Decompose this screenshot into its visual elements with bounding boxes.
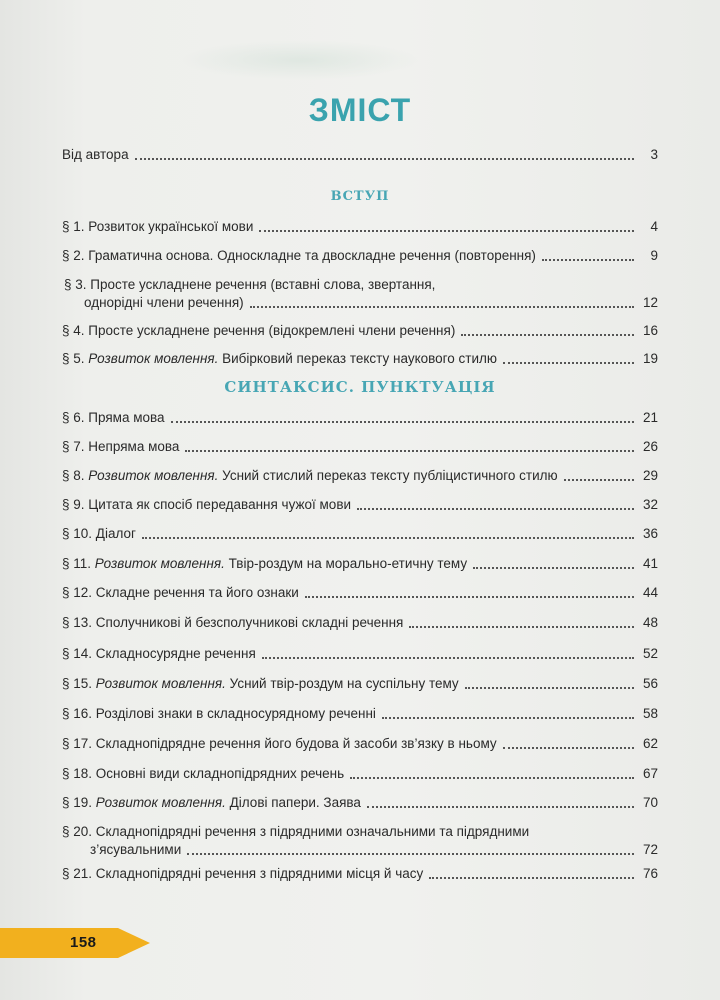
dot-leader [305,596,634,598]
toc-entry[interactable] [62,645,658,663]
dot-leader [187,853,634,855]
toc-entry-text: Просте ускладнене речення (відокремлені члени речення) [88,323,456,338]
toc-entry-number: § 18. [62,766,93,781]
toc-entry-intro[interactable] [62,146,658,164]
toc-page-number: 32 [642,497,658,512]
toc-page-number: 4 [650,219,658,234]
toc-entry[interactable] [62,525,658,543]
dot-leader [259,230,634,232]
toc-page-number: 21 [642,410,658,425]
toc-page-number: 9 [650,248,658,263]
toc-page-number: 29 [642,468,658,483]
toc-entry-text: Розділові знаки в складносурядному реченні [95,706,376,721]
toc-page-number: 41 [642,556,658,571]
toc-entry-text: Усний стислий переказ тексту публіцистичного стилю [222,468,558,483]
toc-entry-text: Складне речення та його ознаки [95,585,299,600]
dot-leader [382,717,634,719]
toc-entry-number: § 7. [62,439,85,454]
toc-entry-number: § 19. [62,795,93,810]
toc-entry-number: § 4. [62,323,85,338]
toc-entry[interactable] [62,247,658,265]
dot-leader [250,306,634,308]
toc-page-number: 58 [642,706,658,721]
toc-entry-text: Складнопідрядні речення з підрядними місця й часу [95,866,424,881]
toc-entry-text: Розвиток української мови [88,219,254,234]
toc-page-number: 16 [642,323,658,338]
toc-entry-text: Від автора [62,147,129,162]
toc-page-number: 36 [642,526,658,541]
toc-entry[interactable] [62,218,658,236]
toc-entry-number: § 17. [62,736,93,751]
toc-entry[interactable] [62,496,658,514]
dot-leader [465,687,634,689]
toc-entry-text: Граматична основа. Односкладне та двоскладне речення (повторення) [88,248,536,263]
dot-leader [262,657,634,659]
dot-leader [357,508,634,510]
dot-leader [409,626,634,628]
toc-entry-number: § 20. [62,824,93,839]
dot-leader [135,158,634,160]
toc-entry-text: Просте ускладнене речення (вставні слова, звертання, [90,277,436,292]
toc-entry-number: § 13. [62,615,93,630]
toc-entry-number: § 1. [62,219,85,234]
toc-entry[interactable] [62,409,658,427]
dot-leader [171,421,634,423]
dot-leader [542,259,634,261]
dot-leader [429,877,634,879]
toc-entry-text: Усний твір-роздум на суспільну тему [229,676,459,691]
toc-entry-italic: Розвиток мовлення. [95,795,226,810]
toc-entry[interactable] [62,675,658,693]
toc-entry-number: § 8. [62,468,85,483]
toc-entry-text: Твір-роздум на морально-етичну тему [228,556,468,571]
toc-entry[interactable] [62,555,658,573]
toc-page-number: 72 [642,842,658,857]
toc-entry-text: Складнопідрядне речення його будова й засоби зв’язку в ньому [95,736,497,751]
toc-entry-text: Непряма мова [88,439,180,454]
dot-leader [461,334,634,336]
toc-entry-number: § 21. [62,866,93,881]
toc-page-number: 56 [642,676,658,691]
toc-page-number: 12 [642,295,658,310]
toc-page-number: 3 [650,147,658,162]
toc-page-number: 62 [642,736,658,751]
toc-entry-text: Цитата як спосіб передавання чужої мови [88,497,352,512]
toc-entry[interactable] [62,438,658,456]
toc-entry-text: Складносурядне речення [95,646,256,661]
toc-entry-number: § 2. [62,248,85,263]
toc-entry[interactable] [62,823,658,859]
toc-entry-text: Пряма мова [88,410,165,425]
section-heading-vstup: ВСТУП [330,189,390,204]
toc-entry-number: § 6. [62,410,85,425]
dot-leader [503,747,634,749]
toc-entry-italic: Розвиток мовлення. [88,351,219,366]
toc-entry-number: § 12. [62,585,93,600]
toc-entry-number: § 10. [62,526,93,541]
toc-page-number: 67 [642,766,658,781]
toc-entry-italic: Розвиток мовлення. [95,676,226,691]
toc-entry[interactable] [62,865,658,883]
toc-entry[interactable] [62,467,658,485]
toc-entry[interactable] [62,794,658,812]
dot-leader [473,567,634,569]
toc-page-number: 44 [642,585,658,600]
toc-entry-number: § 3. [64,277,87,292]
toc-entry[interactable] [62,584,658,602]
toc-entry[interactable] [64,276,658,312]
toc-entry-italic: Розвиток мовлення. [94,556,225,571]
dot-leader [350,777,634,779]
toc-entry[interactable] [62,350,658,368]
page-title: ЗМІСТ [308,92,412,128]
dot-leader [185,450,634,452]
toc-entry-text: Ділові папери. Заява [229,795,361,810]
toc-entry-number: § 15. [62,676,93,691]
page-stain [180,40,420,80]
toc-entry[interactable] [62,765,658,783]
toc-page-number: 76 [642,866,658,881]
dot-leader [503,362,634,364]
toc-entry[interactable] [62,705,658,723]
toc-entry-text-continued: з’ясувальними [90,842,182,857]
toc-page-number: 70 [642,795,658,810]
toc-entry-text: Вибірковий переказ тексту наукового стилю [222,351,498,366]
toc-page-number: 19 [642,351,658,366]
toc-entry-number: § 9. [62,497,85,512]
toc-entry-text: Діалог [95,526,136,541]
toc-page-number: 26 [642,439,658,454]
dot-leader [564,479,634,481]
toc-entry-number: § 14. [62,646,93,661]
toc-page-number: 48 [642,615,658,630]
section-heading-syntax: СИНТАКСИС. ПУНКТУАЦІЯ [224,378,496,396]
dot-leader [142,537,634,539]
toc-entry[interactable] [62,614,658,632]
page-number: 158 [70,934,97,951]
toc-entry-text-continued: однорідні члени речення) [84,295,244,310]
toc-entry-number: § 5. [62,351,85,366]
toc-entry[interactable] [62,735,658,753]
dot-leader [367,806,634,808]
toc-entry[interactable] [62,322,658,340]
toc-entry-text: Сполучникові й безсполучникові складні речення [95,615,404,630]
toc-entry-number: § 11. [62,556,92,571]
toc-page-number: 52 [642,646,658,661]
toc-entry-text: Складнопідрядні речення з підрядними означальними та підрядними [95,824,530,839]
toc-entry-text: Основні види складнопідрядних речень [95,766,345,781]
toc-entry-number: § 16. [62,706,93,721]
toc-entry-italic: Розвиток мовлення. [88,468,219,483]
